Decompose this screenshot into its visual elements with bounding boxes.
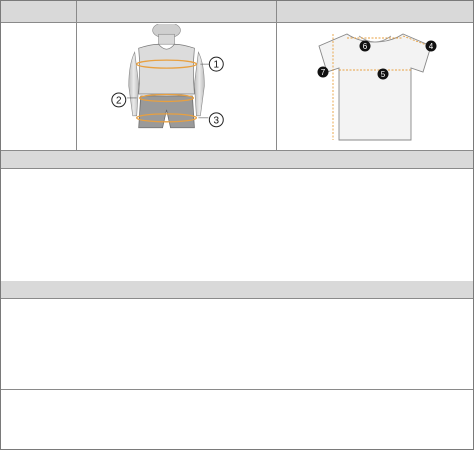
how-to-measure-label	[1, 23, 77, 150]
note-title-row	[1, 376, 473, 390]
body-marker-1: 1	[213, 59, 220, 71]
clothing-marker-4: 4	[428, 41, 434, 51]
method2-header	[277, 1, 473, 22]
product-measurement-title	[1, 151, 473, 169]
body-measure-illustration	[77, 23, 277, 150]
body-marker-3: 3	[213, 114, 220, 126]
clothing-marker-7: 7	[320, 67, 326, 77]
clothing-measure-illustration	[277, 23, 473, 150]
shirt-figure-svg	[277, 24, 473, 150]
clothing-marker-6: 6	[362, 41, 368, 51]
body-marker-2: 2	[116, 94, 122, 106]
size-table-header	[1, 1, 77, 22]
clothing-marker-5: 5	[380, 69, 386, 79]
clothing-measurement-title	[1, 281, 473, 299]
body-figure-svg	[77, 24, 276, 150]
illustration-row	[1, 23, 473, 151]
header-row	[1, 1, 473, 23]
method1-header	[77, 1, 277, 22]
